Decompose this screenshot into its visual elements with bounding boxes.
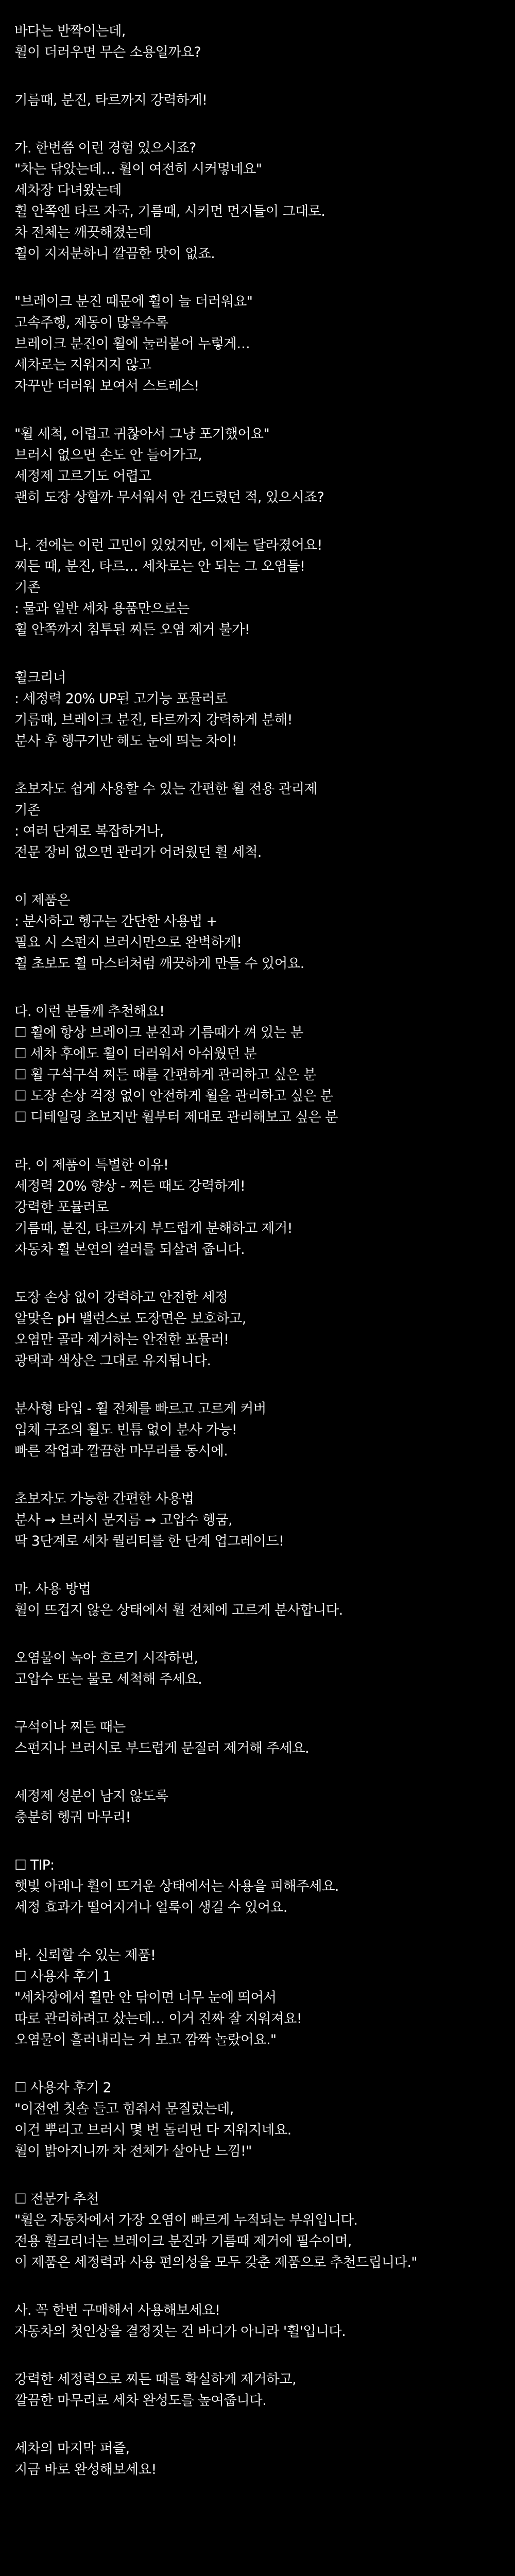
- text-line: 고속주행, 제동이 많을수록: [14, 315, 168, 331]
- text-line: ☐ 휠에 항상 브레이크 분진과 기름때가 껴 있는 분: [14, 1025, 303, 1041]
- text-line: 오염물이 흘러내리는 거 보고 깜짝 놀랐어요.": [14, 2032, 277, 2048]
- text-line: : 여러 단계로 복잡하거나,: [14, 823, 164, 839]
- text-line: 바다는 반짝이는데,: [14, 23, 126, 39]
- text-line: 바. 신뢰할 수 있는 제품!: [14, 1947, 156, 1963]
- text-line: 찌든 때, 분진, 타르… 세차로는 안 되는 그 오염들!: [14, 558, 305, 574]
- text-line: ☐ 사용자 후기 2: [14, 2080, 111, 2096]
- text-line: 햇빛 아래나 휠이 뜨거운 상태에서는 사용을 피해주세요.: [14, 1878, 339, 1894]
- text-line: 초보자도 가능한 간편한 사용법: [14, 1491, 194, 1507]
- text-line: 분사 → 브러시 문지름 → 고압수 헹굼,: [14, 1512, 232, 1528]
- text-line: ☐ 사용자 후기 1: [14, 1969, 111, 1985]
- text-line: 구석이나 찌든 때는: [14, 1719, 126, 1735]
- text-block-section-ga: [14, 138, 501, 264]
- text-line: 휠크리너: [14, 670, 66, 686]
- text-block-spray: [14, 1398, 501, 1462]
- text-line: 자꾸만 더러워 보여서 스트레스!: [14, 378, 199, 394]
- text-line: 나. 전에는 이런 고민이 있었지만, 이제는 달라졌어요!: [14, 537, 322, 553]
- text-line: 자동차의 첫인상을 결정짓는 건 바디가 아니라 '휠'입니다.: [14, 2324, 346, 2340]
- text-line: ☐ 도장 손상 걱정 없이 안전하게 휠을 관리하고 싶은 분: [14, 1088, 333, 1104]
- text-line: 라. 이 제품이 특별한 이유!: [14, 1157, 169, 1173]
- text-line: "휠은 자동차에서 가장 오염이 빠르게 누적되는 부위입니다.: [14, 2212, 358, 2228]
- text-line: : 물과 일반 세차 용품만으로는: [14, 601, 190, 617]
- text-line: 고압수 또는 물로 세척해 주세요.: [14, 1671, 202, 1687]
- text-block-headline: [14, 90, 501, 111]
- text-line: 세정제 고르기도 어렵고: [14, 468, 151, 484]
- text-line: 차 전체는 깨끗해졌는데: [14, 225, 151, 241]
- text-block-review-2: [14, 2077, 501, 2162]
- text-line: 지금 바로 완성해보세요!: [14, 2462, 157, 2478]
- text-block-easy-method: [14, 1488, 501, 1552]
- text-line: 알맞은 pH 밸런스로 도장면은 보호하고,: [14, 1311, 246, 1327]
- text-line: ☐ TIP:: [14, 1857, 55, 1873]
- text-block-tip: [14, 1855, 501, 1918]
- text-line: 따로 관리하려고 샀는데… 이거 진짜 잘 지워져요!: [14, 2011, 302, 2027]
- text-line: 기름때, 브레이크 분진, 타르까지 강력하게 분해!: [14, 712, 293, 728]
- text-block-section-na: [14, 535, 501, 640]
- text-line: 분사 후 헹구기만 해도 눈에 띄는 차이!: [14, 733, 237, 749]
- text-block-closing: [14, 2369, 501, 2411]
- text-line: 휠이 밝아지니까 차 전체가 살아난 느낌!": [14, 2143, 252, 2159]
- text-line: 전용 휠크리너는 브레이크 분진과 기름때 제거에 필수이며,: [14, 2233, 352, 2249]
- text-block-section-ra: [14, 1155, 501, 1260]
- text-line: 휠 안쪽까지 침투된 찌든 오염 제거 불가!: [14, 622, 250, 638]
- text-line: 휠이 뜨겁지 않은 상태에서 휠 전체에 고르게 분사합니다.: [14, 1602, 343, 1618]
- text-line: 전문 장비 없으면 관리가 어려웠던 휠 세척.: [14, 844, 262, 860]
- text-line: 이 제품은: [14, 892, 70, 908]
- text-line: 휠 안쪽엔 타르 자국, 기름때, 시커먼 먼지들이 그대로.: [14, 204, 325, 219]
- text-block-section-da: [14, 1001, 501, 1128]
- text-line: 브러시 없으면 손도 안 들어가고,: [14, 447, 202, 463]
- text-line: 다. 이런 분들께 추천해요!: [14, 1004, 165, 1020]
- text-line: 마. 사용 방법: [14, 1581, 91, 1597]
- text-line: 세정 효과가 떨어지거나 얼룩이 생길 수 있어요.: [14, 1900, 287, 1916]
- text-line: 오염만 골라 제거하는 안전한 포뮬러!: [14, 1332, 229, 1348]
- text-line: 세정력 20% 향상 - 찌든 때도 강력하게!: [14, 1178, 246, 1194]
- text-line: 자동차 휠 본연의 컬러를 되살려 줍니다.: [14, 1242, 245, 1258]
- text-line: 기름때, 분진, 타르까지 강력하게!: [14, 92, 208, 108]
- text-line: 세정제 성분이 남지 않도록: [14, 1788, 168, 1804]
- text-line: "차는 닦았는데… 휠이 여전히 시커멓네요": [14, 161, 262, 177]
- text-line: 브레이크 분진이 휠에 눌러붙어 누렇게…: [14, 336, 250, 352]
- text-block-step-finish: [14, 1786, 501, 1828]
- text-line: 필요 시 스펀지 브러시만으로 완벽하게!: [14, 935, 242, 951]
- text-line: 충분히 헹궈 마무리!: [14, 1809, 131, 1825]
- text-block-section-ma: [14, 1579, 501, 1621]
- text-block-section-sa: [14, 2300, 501, 2342]
- text-block-step-rinse: [14, 1648, 501, 1690]
- text-line: 세차로는 지워지지 않고: [14, 357, 151, 373]
- text-line: 빠른 작업과 깔끔한 마무리를 동시에.: [14, 1443, 228, 1459]
- text-line: 이건 뿌리고 브러시 몇 번 돌리면 다 지워지네요.: [14, 2122, 291, 2138]
- text-block-intro: [14, 21, 501, 63]
- text-line: 입체 구조의 휠도 빈틈 없이 분사 가능!: [14, 1422, 237, 1438]
- text-block-expert: [14, 2189, 501, 2273]
- text-line: 분사형 타입 - 휠 전체를 빠르고 고르게 커버: [14, 1401, 266, 1417]
- text-line: 강력한 세정력으로 찌든 때를 확실하게 제거하고,: [14, 2371, 296, 2387]
- text-block-section-ba: [14, 1945, 501, 2050]
- text-line: "이전엔 칫솔 들고 힘줘서 문질렀는데,: [14, 2101, 234, 2117]
- text-line: 초보자도 쉽게 사용할 수 있는 간편한 휠 전용 관리제: [14, 781, 317, 797]
- text-line: 기름때, 분진, 타르까지 부드럽게 분해하고 제거!: [14, 1221, 293, 1236]
- text-line: ☐ 세차 후에도 휠이 더러워서 아쉬웠던 분: [14, 1046, 257, 1062]
- text-line: 깔끔한 마무리로 세차 완성도를 높여줍니다.: [14, 2393, 267, 2409]
- text-line: ☐ 전문가 추천: [14, 2191, 99, 2207]
- text-line: 딱 3단계로 세차 퀄리티를 한 단계 업그레이드!: [14, 1533, 284, 1549]
- text-line: "휠 세척, 어렵고 귀찮아서 그냥 포기했어요": [14, 426, 270, 442]
- text-block-beginner: [14, 778, 501, 863]
- text-block-safe: [14, 1287, 501, 1371]
- text-block-hassle: [14, 423, 501, 508]
- text-line: 휠 초보도 휠 마스터처럼 깨끗하게 만들 수 있어요.: [14, 956, 304, 972]
- text-block-final: [14, 2438, 501, 2480]
- text-line: : 세정력 20% UP된 고기능 포뮬러로: [14, 691, 228, 707]
- text-line: 오염물이 녹아 흐르기 시작하면,: [14, 1650, 198, 1666]
- text-line: 이 제품은 세정력과 사용 편의성을 모두 갖춘 제품으로 추천드립니다.": [14, 2255, 417, 2270]
- text-line: 도장 손상 없이 강력하고 안전한 세정: [14, 1290, 228, 1306]
- text-line: "브레이크 분진 때문에 휠이 늘 더러워요": [14, 294, 253, 310]
- text-line: : 분사하고 헹구는 간단한 사용법 +: [14, 913, 218, 929]
- text-line: 휠이 지저분하니 깔끔한 맛이 없죠.: [14, 246, 215, 262]
- text-block-brake-dust: [14, 291, 501, 397]
- text-line: 세차장 다녀왔는데: [14, 182, 122, 198]
- text-block-wheel-cleaner: [14, 667, 501, 752]
- text-line: 기존: [14, 802, 40, 818]
- text-line: 세차의 마지막 퍼즐,: [14, 2441, 130, 2456]
- text-line: ☐ 휠 구석구석 찌든 때를 간편하게 관리하고 싶은 분: [14, 1067, 316, 1083]
- text-line: 강력한 포뮬러로: [14, 1199, 109, 1215]
- text-line: 사. 꼭 한번 구매해서 사용해보세요!: [14, 2302, 220, 2318]
- text-line: 스펀지나 브러시로 부드럽게 문질러 제거해 주세요.: [14, 1740, 309, 1756]
- text-block-step-brush: [14, 1717, 501, 1759]
- text-line: 휠이 더러우면 무슨 소용일까요?: [14, 44, 201, 60]
- text-line: ☐ 디테일링 초보지만 휠부터 제대로 관리해보고 싶은 분: [14, 1109, 338, 1125]
- text-line: 가. 한번쯤 이런 경험 있으시죠?: [14, 140, 196, 156]
- text-line: 괜히 도장 상할까 무서워서 안 건드렸던 적, 있으시죠?: [14, 489, 324, 505]
- text-line: "세차장에서 휠만 안 닦이면 너무 눈에 띄어서: [14, 1990, 277, 2006]
- text-line: 광택과 색상은 그대로 유지됩니다.: [14, 1353, 211, 1369]
- text-block-this-product: [14, 890, 501, 974]
- text-line: 기존: [14, 580, 40, 596]
